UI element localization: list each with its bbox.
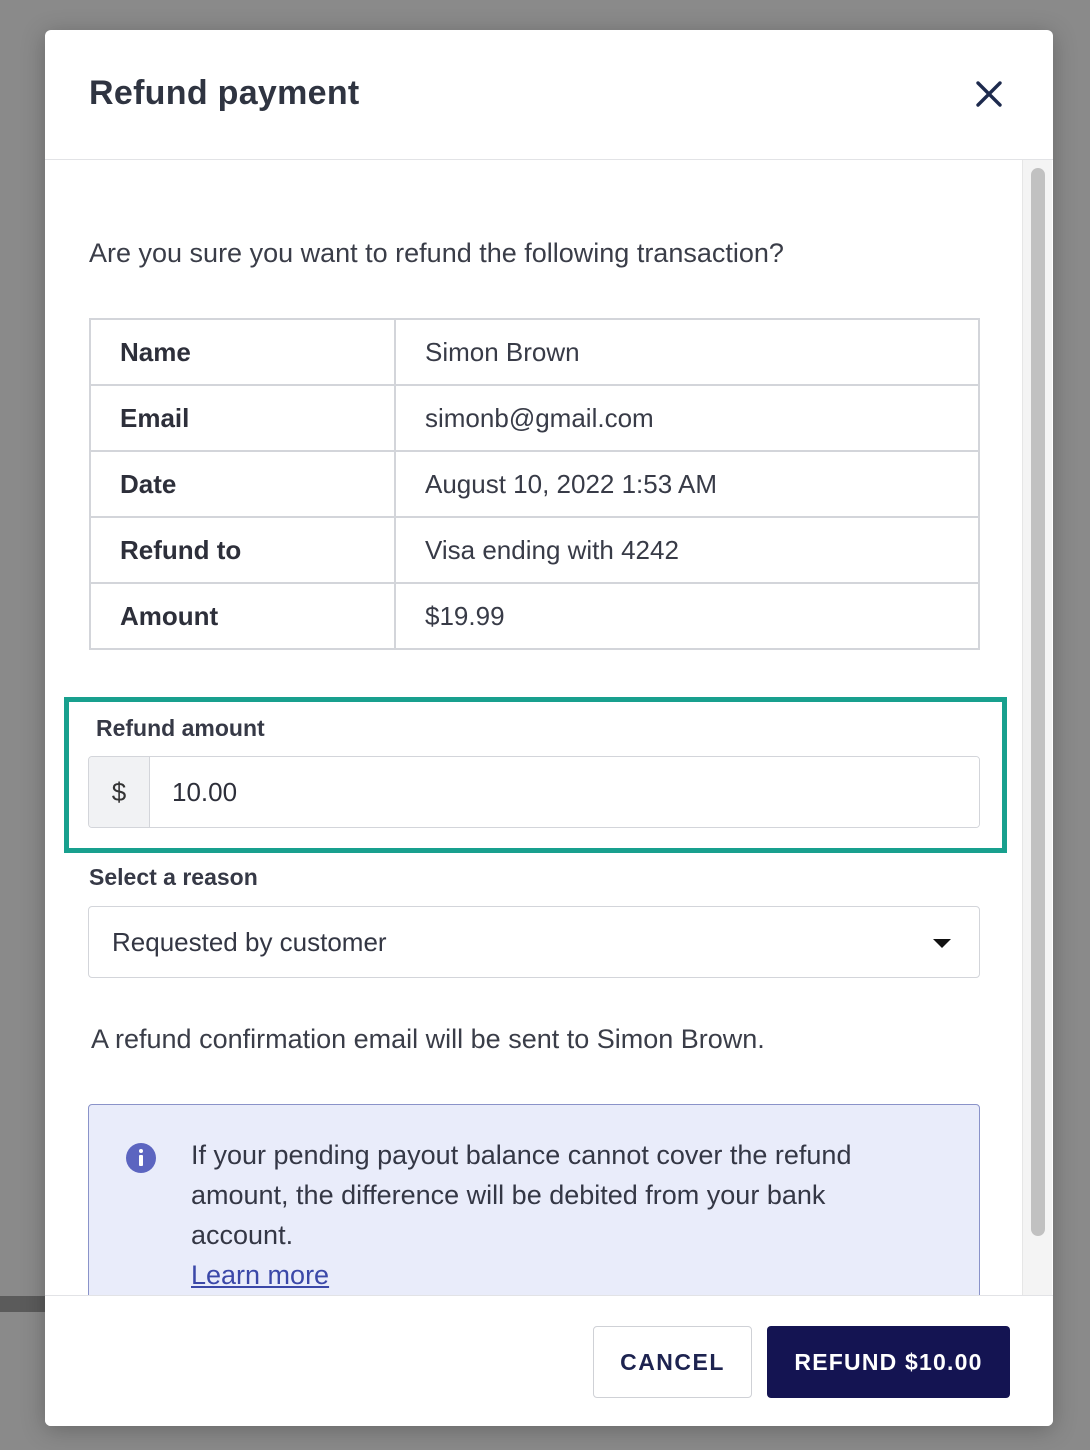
detail-value: Visa ending with 4242	[395, 517, 979, 583]
detail-value: Simon Brown	[395, 319, 979, 385]
cancel-button[interactable]: CANCEL	[593, 1326, 752, 1398]
reason-label: Select a reason	[89, 864, 258, 890]
table-row	[90, 583, 979, 649]
dialog-header	[45, 30, 1053, 160]
detail-label: Name	[90, 319, 395, 385]
detail-label: Email	[90, 385, 395, 451]
refund-amount-field	[88, 756, 980, 828]
info-text: If your pending payout balance cannot cover the refund amount, the difference will be debited from your bank account.	[191, 1140, 852, 1250]
table-row	[90, 517, 979, 583]
info-alert	[88, 1104, 980, 1295]
currency-prefix: $	[89, 757, 150, 827]
detail-value: simonb@gmail.com	[395, 385, 979, 451]
dialog-footer	[45, 1295, 1053, 1426]
info-icon	[126, 1143, 156, 1173]
close-icon	[971, 76, 1007, 112]
reason-select[interactable]	[88, 906, 980, 978]
refund-amount-input[interactable]	[150, 757, 979, 827]
refund-button[interactable]: REFUND $10.00	[767, 1326, 1010, 1398]
dialog-title: Refund payment	[89, 74, 360, 112]
table-row	[90, 319, 979, 385]
detail-label: Refund to	[90, 517, 395, 583]
refund-dialog	[45, 30, 1053, 1426]
learn-more-link[interactable]: Learn more	[191, 1260, 330, 1290]
reason-selected-value: Requested by customer	[112, 927, 387, 957]
detail-value: $19.99	[395, 583, 979, 649]
confirmation-text: A refund confirmation email will be sent to Simon Brown.	[91, 1024, 765, 1054]
scrollbar-thumb[interactable]	[1031, 168, 1045, 1236]
backdrop-element	[0, 1296, 46, 1312]
detail-label: Amount	[90, 583, 395, 649]
close-button[interactable]	[971, 76, 1007, 112]
detail-label: Date	[90, 451, 395, 517]
caret-down-icon	[933, 939, 951, 948]
table-row	[90, 385, 979, 451]
detail-value: August 10, 2022 1:53 AM	[395, 451, 979, 517]
transaction-details-table	[89, 318, 980, 650]
intro-text: Are you sure you want to refund the following transaction?	[89, 238, 784, 268]
refund-amount-label: Refund amount	[96, 715, 265, 741]
dialog-body	[45, 160, 1053, 1295]
table-row	[90, 451, 979, 517]
